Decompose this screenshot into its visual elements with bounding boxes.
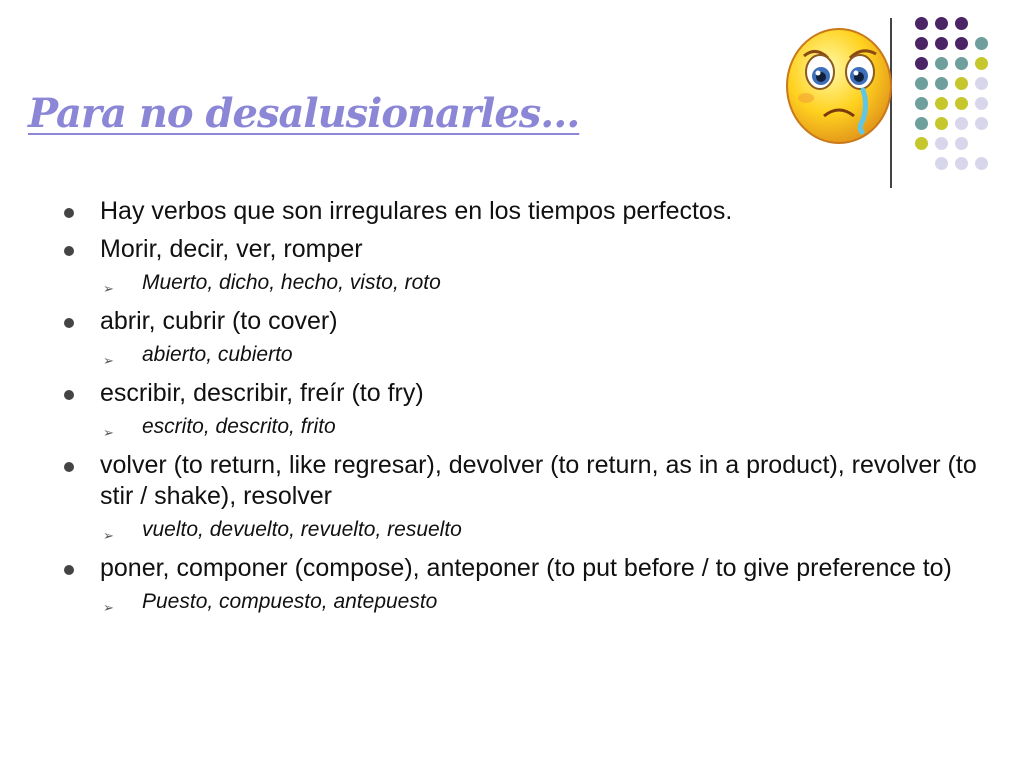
decorative-dot (955, 37, 968, 50)
sub-bullet-item (60, 517, 990, 543)
bullet-item (60, 553, 990, 584)
decorative-dot (935, 17, 948, 30)
sub-bullet-item (60, 414, 990, 440)
bullet-dot-icon (64, 565, 74, 575)
bullet-text: poner, componer (compose), anteponer (to put before / to give preference to) (100, 554, 952, 582)
decorative-dot (975, 77, 988, 90)
decorative-dot (915, 117, 928, 130)
sub-bullet-text: escrito, descrito, frito (142, 415, 336, 438)
decorative-dot (955, 137, 968, 150)
decorative-dot (915, 37, 928, 50)
decorative-dot (955, 57, 968, 70)
crying-face-icon (784, 24, 894, 144)
bullet-dot-icon (64, 246, 74, 256)
decorative-dot (955, 97, 968, 110)
decorative-dot (935, 97, 948, 110)
decorative-dot (915, 137, 928, 150)
sub-bullet-item (60, 270, 990, 296)
bullet-item (60, 378, 990, 409)
bullet-text: abrir, cubrir (to cover) (100, 307, 338, 335)
decorative-dot (935, 77, 948, 90)
sub-bullet-text: Puesto, compuesto, antepuesto (142, 590, 438, 613)
bullet-text: Hay verbos que son irregulares en los tiempos perfectos. (100, 197, 733, 225)
arrow-bullet-icon: ➢ (103, 528, 114, 543)
decorative-dot (955, 157, 968, 170)
bullet-dot-icon (64, 462, 74, 472)
decorative-dot (915, 57, 928, 70)
arrow-bullet-icon: ➢ (103, 281, 114, 296)
sub-bullet-item (60, 342, 990, 368)
decorative-dot (975, 157, 988, 170)
bullet-dot-icon (64, 390, 74, 400)
decorative-dot (975, 57, 988, 70)
decorative-dot (975, 97, 988, 110)
decorative-dot (955, 77, 968, 90)
decorative-dot (915, 77, 928, 90)
decorative-dot (935, 137, 948, 150)
bullet-dot-icon (64, 208, 74, 218)
sub-bullet-text: Muerto, dicho, hecho, visto, roto (142, 271, 441, 294)
bullet-item (60, 306, 990, 337)
bullet-item (60, 450, 990, 512)
bullet-list (60, 196, 990, 625)
arrow-bullet-icon: ➢ (103, 600, 114, 615)
bullet-text: escribir, describir, freír (to fry) (100, 379, 424, 407)
arrow-bullet-icon: ➢ (103, 353, 114, 368)
decorative-dot (975, 37, 988, 50)
decorative-dot (955, 117, 968, 130)
decorative-dot (915, 97, 928, 110)
bullet-item (60, 234, 990, 265)
decorative-dot (955, 17, 968, 30)
decorative-dot (935, 157, 948, 170)
slide-title: Para no desalusionarles… (28, 90, 580, 137)
decorative-dot (935, 117, 948, 130)
bullet-dot-icon (64, 318, 74, 328)
arrow-bullet-icon: ➢ (103, 425, 114, 440)
decorative-dot (915, 17, 928, 30)
bullet-item (60, 196, 990, 227)
bullet-text: volver (to return, like regresar), devolver (to return, as in a product), revolver (to stir / shake), resolver (100, 451, 977, 510)
decorative-dot (975, 117, 988, 130)
decorative-dot (935, 37, 948, 50)
decorative-dot (935, 57, 948, 70)
sub-bullet-item (60, 589, 990, 615)
bullet-text: Morir, decir, ver, romper (100, 235, 363, 263)
sub-bullet-text: abierto, cubierto (142, 343, 293, 366)
sub-bullet-text: vuelto, devuelto, revuelto, resuelto (142, 518, 462, 541)
